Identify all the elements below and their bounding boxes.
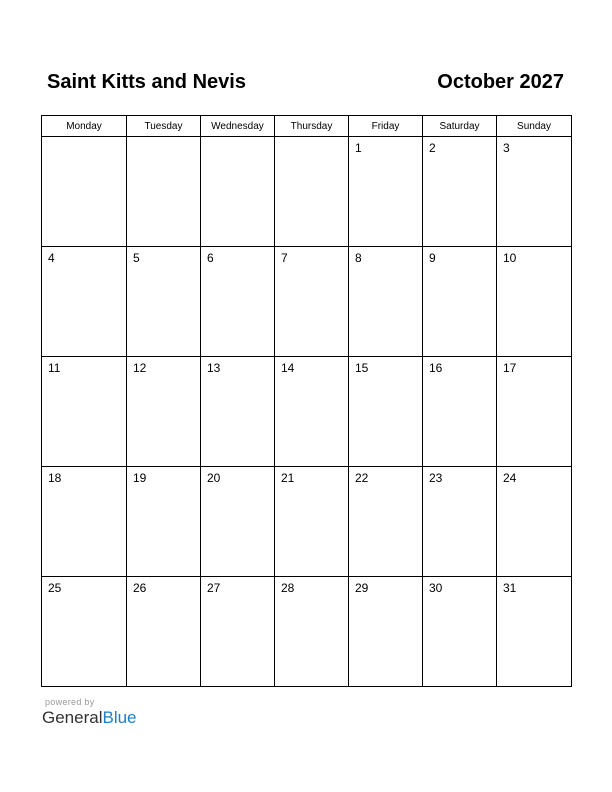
- day-cell: [42, 577, 127, 687]
- day-number: 17: [503, 361, 517, 375]
- day-number: 26: [133, 581, 147, 595]
- day-cell: [201, 467, 275, 577]
- day-cell: [127, 247, 201, 357]
- day-number: 6: [207, 251, 214, 265]
- day-cell: [275, 577, 349, 687]
- day-number: 19: [133, 471, 147, 485]
- day-cell: [42, 357, 127, 467]
- week-row: [42, 467, 572, 577]
- day-number: 18: [48, 471, 62, 485]
- day-cell: [497, 247, 572, 357]
- day-number: 24: [503, 471, 517, 485]
- week-row: [42, 577, 572, 687]
- day-number: 29: [355, 581, 369, 595]
- day-cell: [423, 247, 497, 357]
- day-cell: [497, 137, 572, 247]
- day-cell: [127, 357, 201, 467]
- day-cell: [423, 137, 497, 247]
- day-cell: [42, 467, 127, 577]
- day-cell: [423, 577, 497, 687]
- day-number: [42, 137, 126, 141]
- month-year-title: October 2027: [437, 71, 564, 93]
- day-cell: [275, 137, 349, 247]
- day-number: 5: [133, 251, 140, 265]
- day-number: 9: [429, 251, 436, 265]
- weekday-header: Monday: [42, 116, 127, 137]
- brand-general-text: General: [42, 708, 103, 727]
- day-cell: [349, 137, 423, 247]
- day-cell: [127, 137, 201, 247]
- day-number: [201, 137, 274, 141]
- day-number: 21: [281, 471, 295, 485]
- day-cell: [127, 577, 201, 687]
- day-number: [127, 137, 200, 141]
- day-cell: [349, 577, 423, 687]
- weekday-header: Friday: [349, 116, 423, 137]
- brand-blue-text: Blue: [102, 708, 137, 727]
- day-cell: [201, 577, 275, 687]
- day-number: 10: [503, 251, 517, 265]
- day-number: 14: [281, 361, 295, 375]
- day-number: 30: [429, 581, 443, 595]
- day-number: 31: [503, 581, 517, 595]
- day-cell: [349, 467, 423, 577]
- day-number: 27: [207, 581, 221, 595]
- day-number: 15: [355, 361, 369, 375]
- day-cell: [497, 357, 572, 467]
- day-cell: [201, 357, 275, 467]
- day-number: 23: [429, 471, 443, 485]
- day-number: 2: [429, 141, 436, 155]
- day-number: 20: [207, 471, 221, 485]
- day-cell: [349, 357, 423, 467]
- calendar-grid: [41, 115, 572, 687]
- day-number: [275, 137, 348, 141]
- day-number: 12: [133, 361, 147, 375]
- day-number: 11: [48, 361, 61, 375]
- country-title: Saint Kitts and Nevis: [47, 71, 246, 93]
- day-cell: [275, 357, 349, 467]
- day-cell: [42, 247, 127, 357]
- day-number: 16: [429, 361, 443, 375]
- day-number: 7: [281, 251, 288, 265]
- generalblue-logo[interactable]: [42, 708, 137, 728]
- day-cell: [423, 467, 497, 577]
- day-number: 1: [355, 141, 362, 155]
- day-cell: [275, 467, 349, 577]
- day-cell: [42, 137, 127, 247]
- day-number: 8: [355, 251, 362, 265]
- day-cell: [201, 137, 275, 247]
- day-cell: [275, 247, 349, 357]
- day-cell: [127, 467, 201, 577]
- weekday-header: Saturday: [423, 116, 497, 137]
- day-cell: [349, 247, 423, 357]
- week-row: [42, 357, 572, 467]
- week-row: [42, 137, 572, 247]
- day-number: 4: [48, 251, 55, 265]
- day-number: 28: [281, 581, 295, 595]
- day-cell: [201, 247, 275, 357]
- powered-by-text: powered by: [45, 697, 95, 707]
- day-cell: [497, 467, 572, 577]
- day-cell: [497, 577, 572, 687]
- day-number: 22: [355, 471, 369, 485]
- day-number: 25: [48, 581, 62, 595]
- day-cell: [423, 357, 497, 467]
- weekday-header: Tuesday: [127, 116, 201, 137]
- weekday-header: Wednesday: [201, 116, 275, 137]
- weekday-header: Thursday: [275, 116, 349, 137]
- week-row: [42, 247, 572, 357]
- weekday-header: Sunday: [497, 116, 572, 137]
- day-number: 13: [207, 361, 221, 375]
- day-number: 3: [503, 141, 510, 155]
- weekday-header-row: [42, 116, 572, 137]
